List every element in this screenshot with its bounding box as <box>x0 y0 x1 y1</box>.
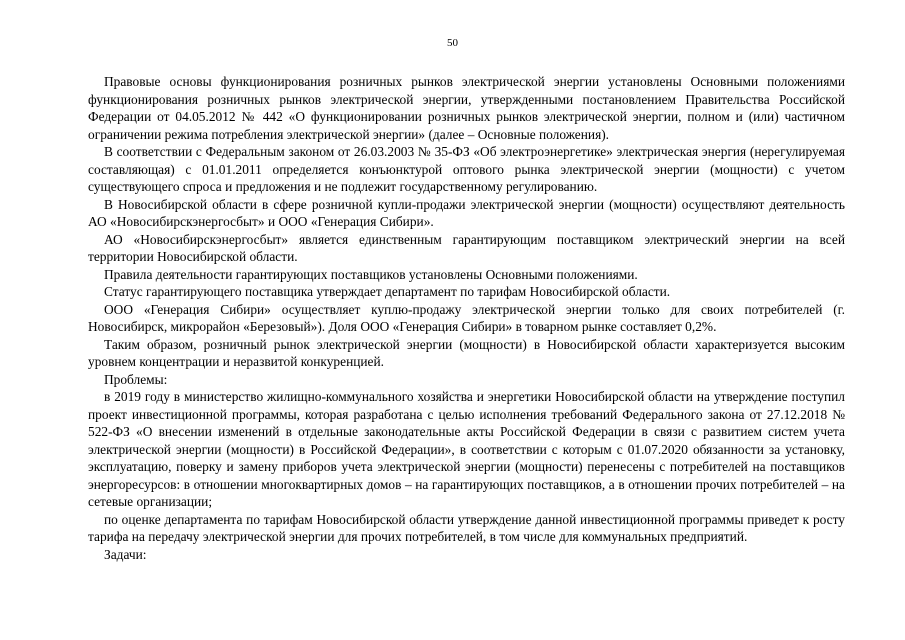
document-body <box>88 73 845 563</box>
heading-problems: Проблемы: <box>104 371 168 387</box>
paragraph-supplier-status: Статус гарантирующего поставщика утверждает департамент по тарифам Новосибирской области. <box>104 284 671 299</box>
paragraph-guaranteeing-supplier: АО «Новосибирскэнергосбыт» является единственным гарантирующим поставщиком электрический энергии на всей территории Новосибирской области. <box>88 231 845 264</box>
page-number: 50 <box>447 37 458 49</box>
heading-tasks: Задачи: <box>104 546 147 562</box>
paragraph-supplier-rules: Правила деятельности гарантирующих поставщиков установлены Основными положениями. <box>104 266 638 282</box>
paragraph-federal-law: В соответствии с Федеральным законом от 26.03.2003 № 35-ФЗ «Об электроэнергетике» электрическая энергия (нерегулируемая составляющая) с 01.01.2011 определяется конъюнктурой оптового рынка электрической энергии (мощности) с учетом существующего спроса и предложения и не подлежит государственному регулированию. <box>88 144 845 194</box>
paragraph-generation-siberia: ООО «Генерация Сибири» осуществляет куплю-продажу электрической энергии только для своих потребителей (г. Новосибирск, микрорайон «Березовый»). Доля ООО «Генерация Сибири» в товарном рынке составляет 0,2%. <box>88 301 845 334</box>
paragraph-legal-basis: Правовые основы функционирования розничных рынков электрической энергии установлены Основными положениями функционирования розничных рынков электрической энергии, утвержденными постановлением Правительства Российской Федерации от 04.05.2012 № 442 «О функционировании розничных рынков электрической энергии, полном и (или) частичном ограничении режима потребления электрической энергии» (далее – Основные положения). <box>88 74 845 142</box>
paragraph-problem-tariff-growth: по оценке департамента по тарифам Новосибирской области утверждение данной инвестиционной программы приведет к росту тарифа на передачу электрической энергии для прочих потребителей, в том числе для коммунальных предприятий. <box>88 511 845 544</box>
paragraph-market-participants: В Новосибирской области в сфере розничной купли-продажи электрической энергии (мощности) осуществляют деятельность АО «Новосибирскэнергосбыт» и ООО «Генерация Сибири». <box>88 196 845 229</box>
paragraph-conclusion: Таким образом, розничный рынок электрической энергии (мощности) в Новосибирской области характеризуется высоким уровнем концентрации и неразвитой конкуренцией. <box>88 336 845 369</box>
paragraph-problem-investment-program: в 2019 году в министерство жилищно-коммунального хозяйства и энергетики Новосибирской области на утверждение поступил проект инвестиционной программы, которая разработана с целью исполнения требований Федерального закона от 27.12.2018 № 522-ФЗ «О внесении изменений в отдельные законодательные акты Российской Федерации в связи с развитием систем учета электрической энергии (мощности) в Российской Федерации», в соответствии с которым с 01.07.2020 обязанности за установку, эксплуатацию, поверку и замену приборов учета электрической энергии (мощности) перенесены с потребителей на поставщиков энергоресурсов: в отношении многоквартирных домов – на гарантирующих поставщиков, а в отношении прочих потребителей – на сетевые организации; <box>88 389 845 509</box>
